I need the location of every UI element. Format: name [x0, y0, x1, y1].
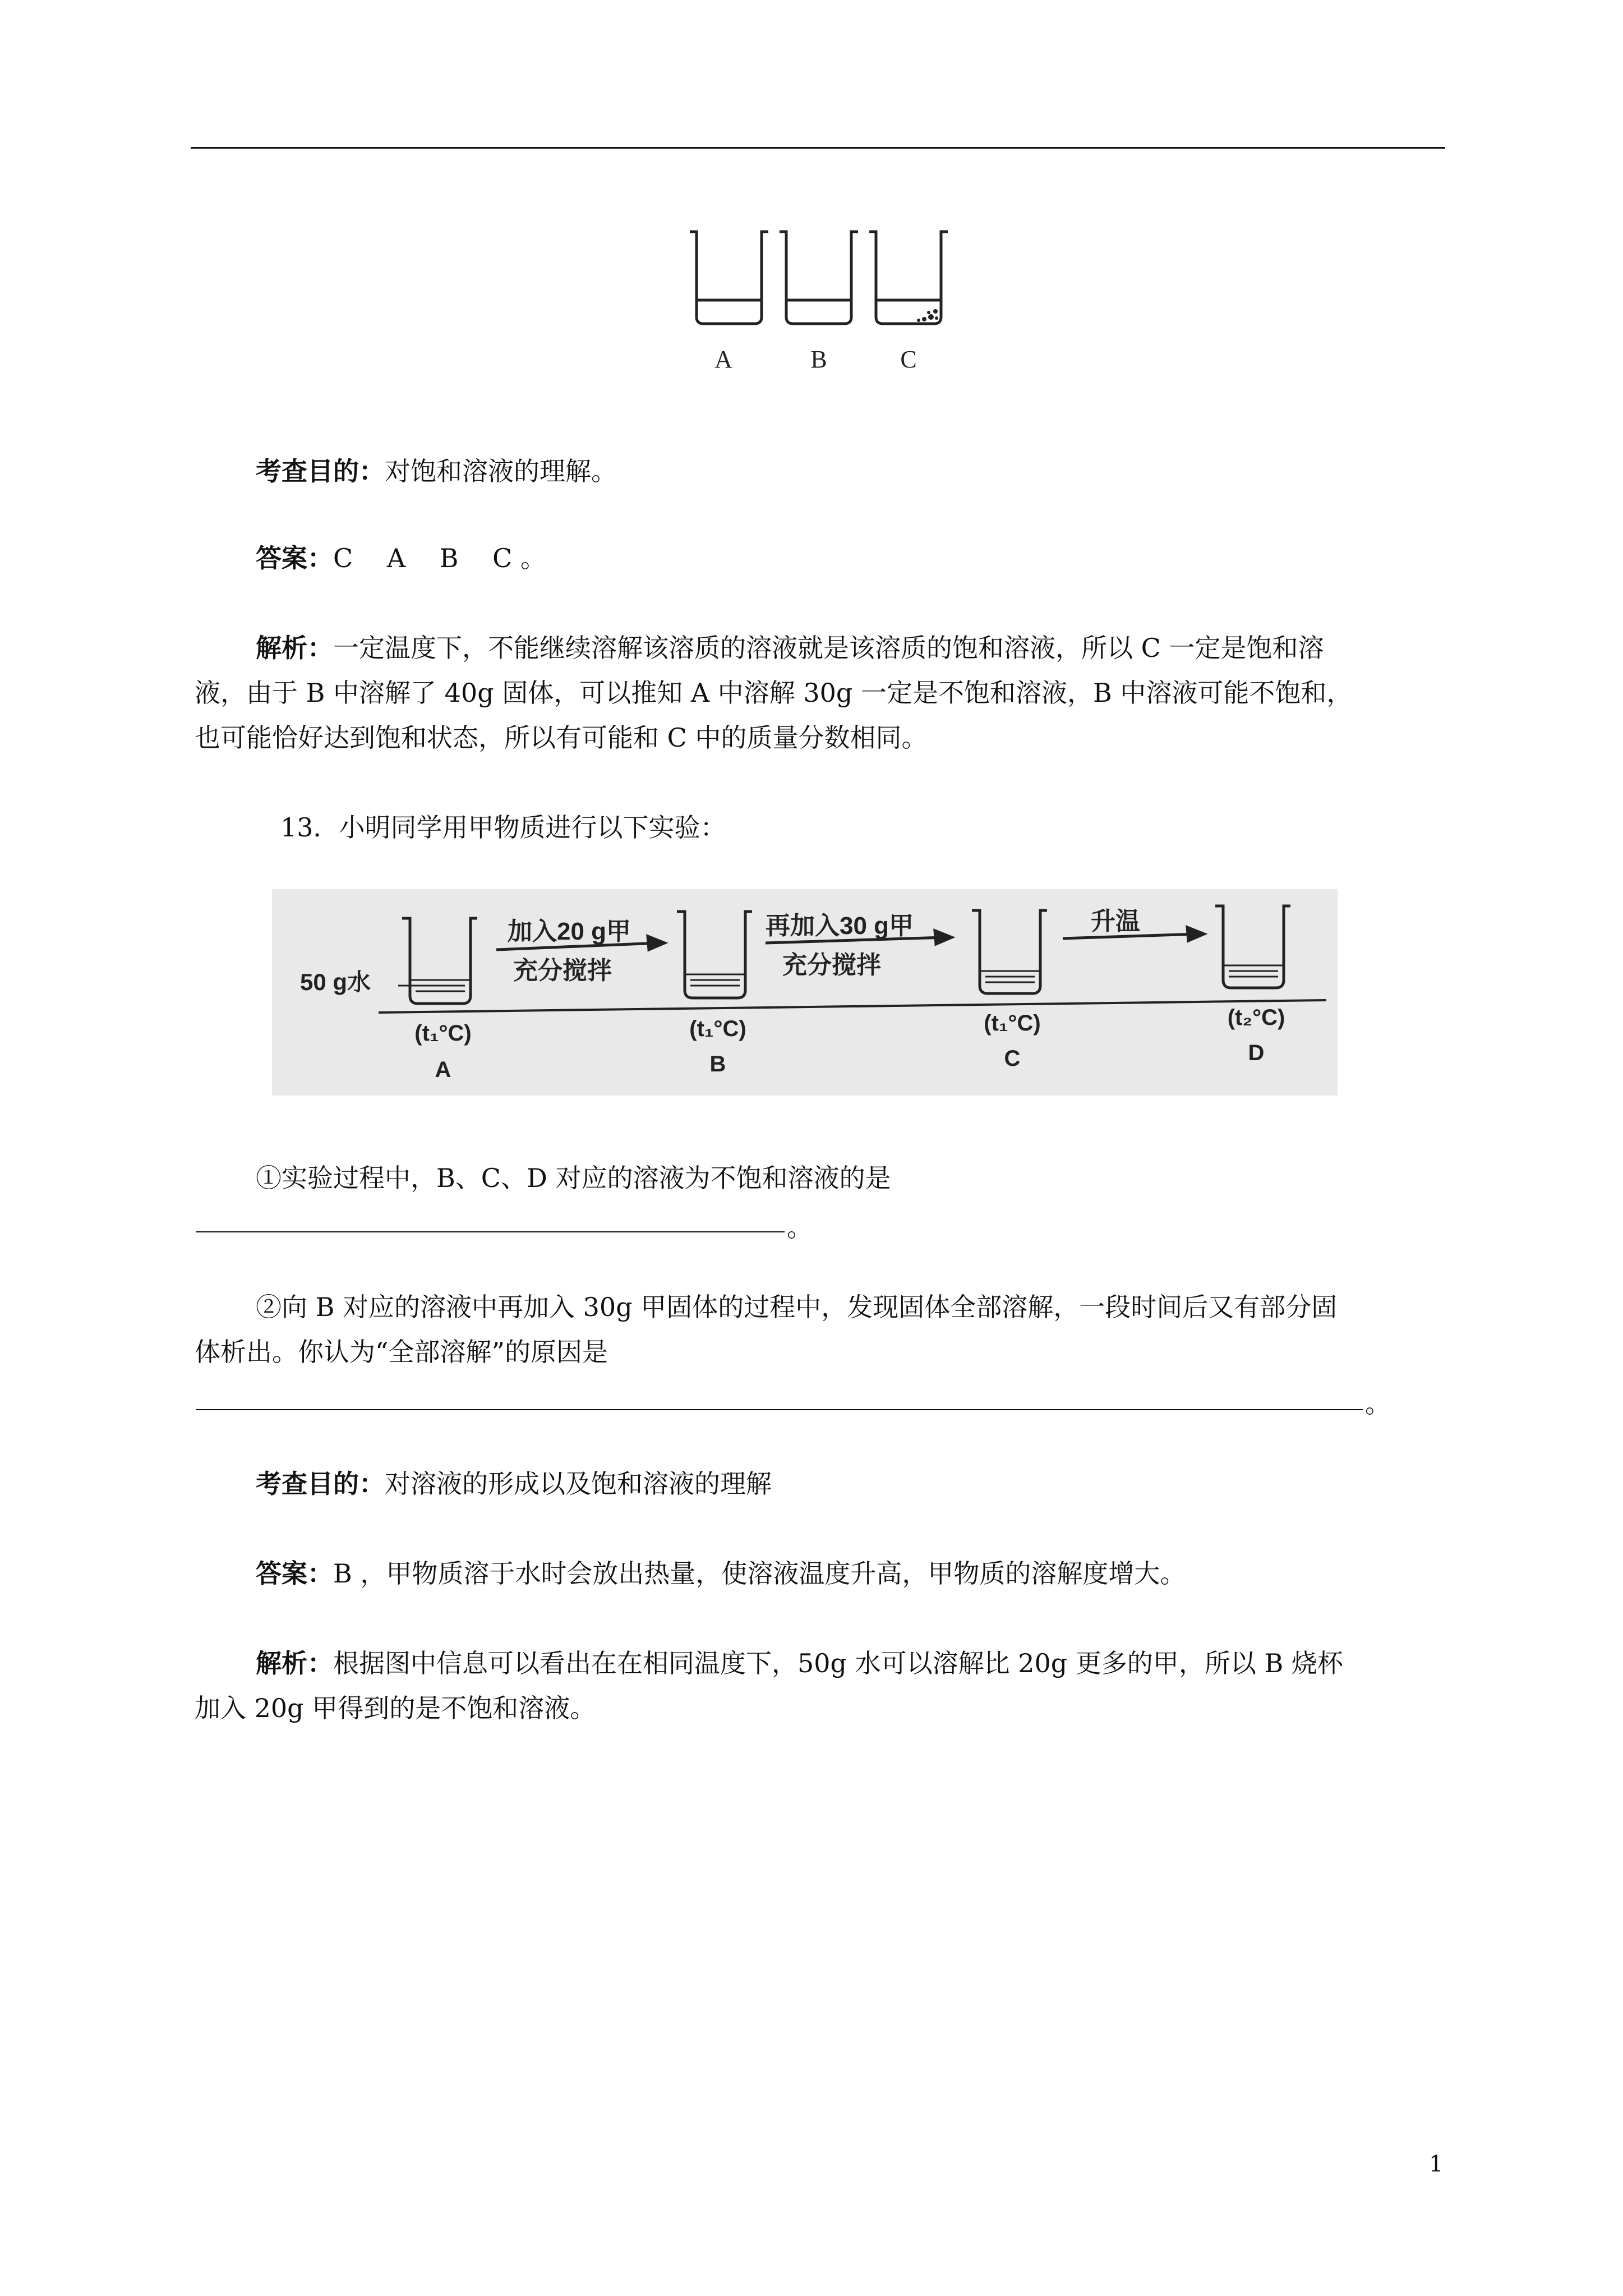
baseline: [379, 1000, 1326, 1013]
figure1-label-c: C: [900, 346, 917, 373]
label-c: C: [1004, 1046, 1021, 1071]
arrow1-top-label: 加入20 g甲: [508, 918, 631, 945]
water-label: 50 g水: [300, 969, 371, 995]
q12-purpose-text: 对饱和溶液的理解。: [385, 456, 617, 486]
beaker-c-solid: [917, 309, 938, 322]
q12-analysis-label: 解析：: [256, 633, 333, 663]
q13-sub1-answer-line[interactable]: [196, 1231, 785, 1232]
label-d: D: [1248, 1041, 1265, 1065]
q13-purpose-text: 对溶液的形成以及饱和溶液的理解: [385, 1469, 772, 1499]
q12-analysis-line2: 液，由于 B 中溶解了 40g 固体，可以推知 A 中溶解 30g 一定是不饱和溶液，B 中溶液可能不饱和，: [195, 678, 1353, 708]
q13-answer: [256, 1551, 1186, 1596]
header-rule: [191, 147, 1445, 149]
q13-analysis-line1: 解析：根据图中信息可以看出在在相同温度下，50g 水可以溶解比 20g 更多的甲，所以 B 烧杯: [256, 1648, 1343, 1678]
page-number: 1: [1429, 2151, 1444, 2177]
q12-analysis-line3: 也可能恰好达到饱和状态，所以有可能和 C 中的质量分数相同。: [195, 723, 928, 753]
experiment-diagram: [272, 889, 1338, 1096]
figure1-label-b: B: [810, 346, 827, 373]
beaker-d-exp: [1215, 906, 1290, 988]
q13-sub2-period: 。: [1365, 1388, 1391, 1419]
q12-analysis-line1: 解析：一定温度下，不能继续溶解该溶质的溶液就是该溶质的饱和溶液，所以 C 一定是饱和溶: [256, 633, 1324, 663]
q13-answer-label: 答案：: [256, 1558, 333, 1589]
beaker-c-exp: [972, 910, 1047, 993]
q13-answer-text: B ，甲物质溶于水时会放出热量，使溶液温度升高，甲物质的溶解度增大。: [333, 1558, 1186, 1589]
experiment-figure: [272, 889, 1338, 1096]
q12-answer: [256, 536, 546, 581]
beaker-b: [780, 232, 858, 324]
label-a: A: [435, 1057, 451, 1082]
q13-stem: 13．小明同学用甲物质进行以下实验：: [280, 812, 726, 843]
q13-purpose: [256, 1461, 772, 1506]
q12-answer-label: 答案：: [256, 543, 333, 573]
arrow2-top-label: 再加入30 g甲: [766, 912, 914, 940]
temp-b: (t₁°C): [689, 1016, 746, 1041]
arrow2-bottom-label: 充分搅拌: [782, 951, 881, 979]
q12-purpose: [256, 449, 617, 494]
q13-sub2-line1: ②向 B 对应的溶液中再加入 30g 甲固体的过程中，发现固体全部溶解，一段时间后又有部分固: [256, 1292, 1338, 1322]
arrow1-bottom-label: 充分搅拌: [513, 957, 612, 984]
arrow3-top-label: 升温: [1091, 908, 1140, 935]
temp-d: (t₂°C): [1227, 1005, 1285, 1030]
q13-analysis-label: 解析：: [256, 1648, 333, 1678]
beaker-a: [690, 232, 768, 324]
beakers-figure-abc: [684, 227, 953, 379]
q13-sub2-answer-line[interactable]: [196, 1409, 1363, 1410]
q12-purpose-label: 考查目的：: [256, 456, 385, 486]
q12-answer-text: C A B C 。: [333, 543, 546, 573]
q13-analysis-line2: 加入 20g 甲得到的是不饱和溶液。: [195, 1693, 596, 1723]
label-b: B: [709, 1052, 726, 1076]
temp-c: (t₁°C): [984, 1011, 1041, 1036]
q13-sub2-line2: 体析出。你认为“全部溶解”的原因是: [195, 1337, 608, 1367]
figure1-label-a: A: [714, 346, 732, 373]
q13-sub1-period: 。: [787, 1212, 813, 1243]
q13-sub1: ①实验过程中，B、C、D 对应的溶液为不饱和溶液的是: [256, 1163, 891, 1193]
q13-purpose-label: 考查目的：: [256, 1469, 385, 1499]
temp-a: (t₁°C): [414, 1021, 472, 1046]
